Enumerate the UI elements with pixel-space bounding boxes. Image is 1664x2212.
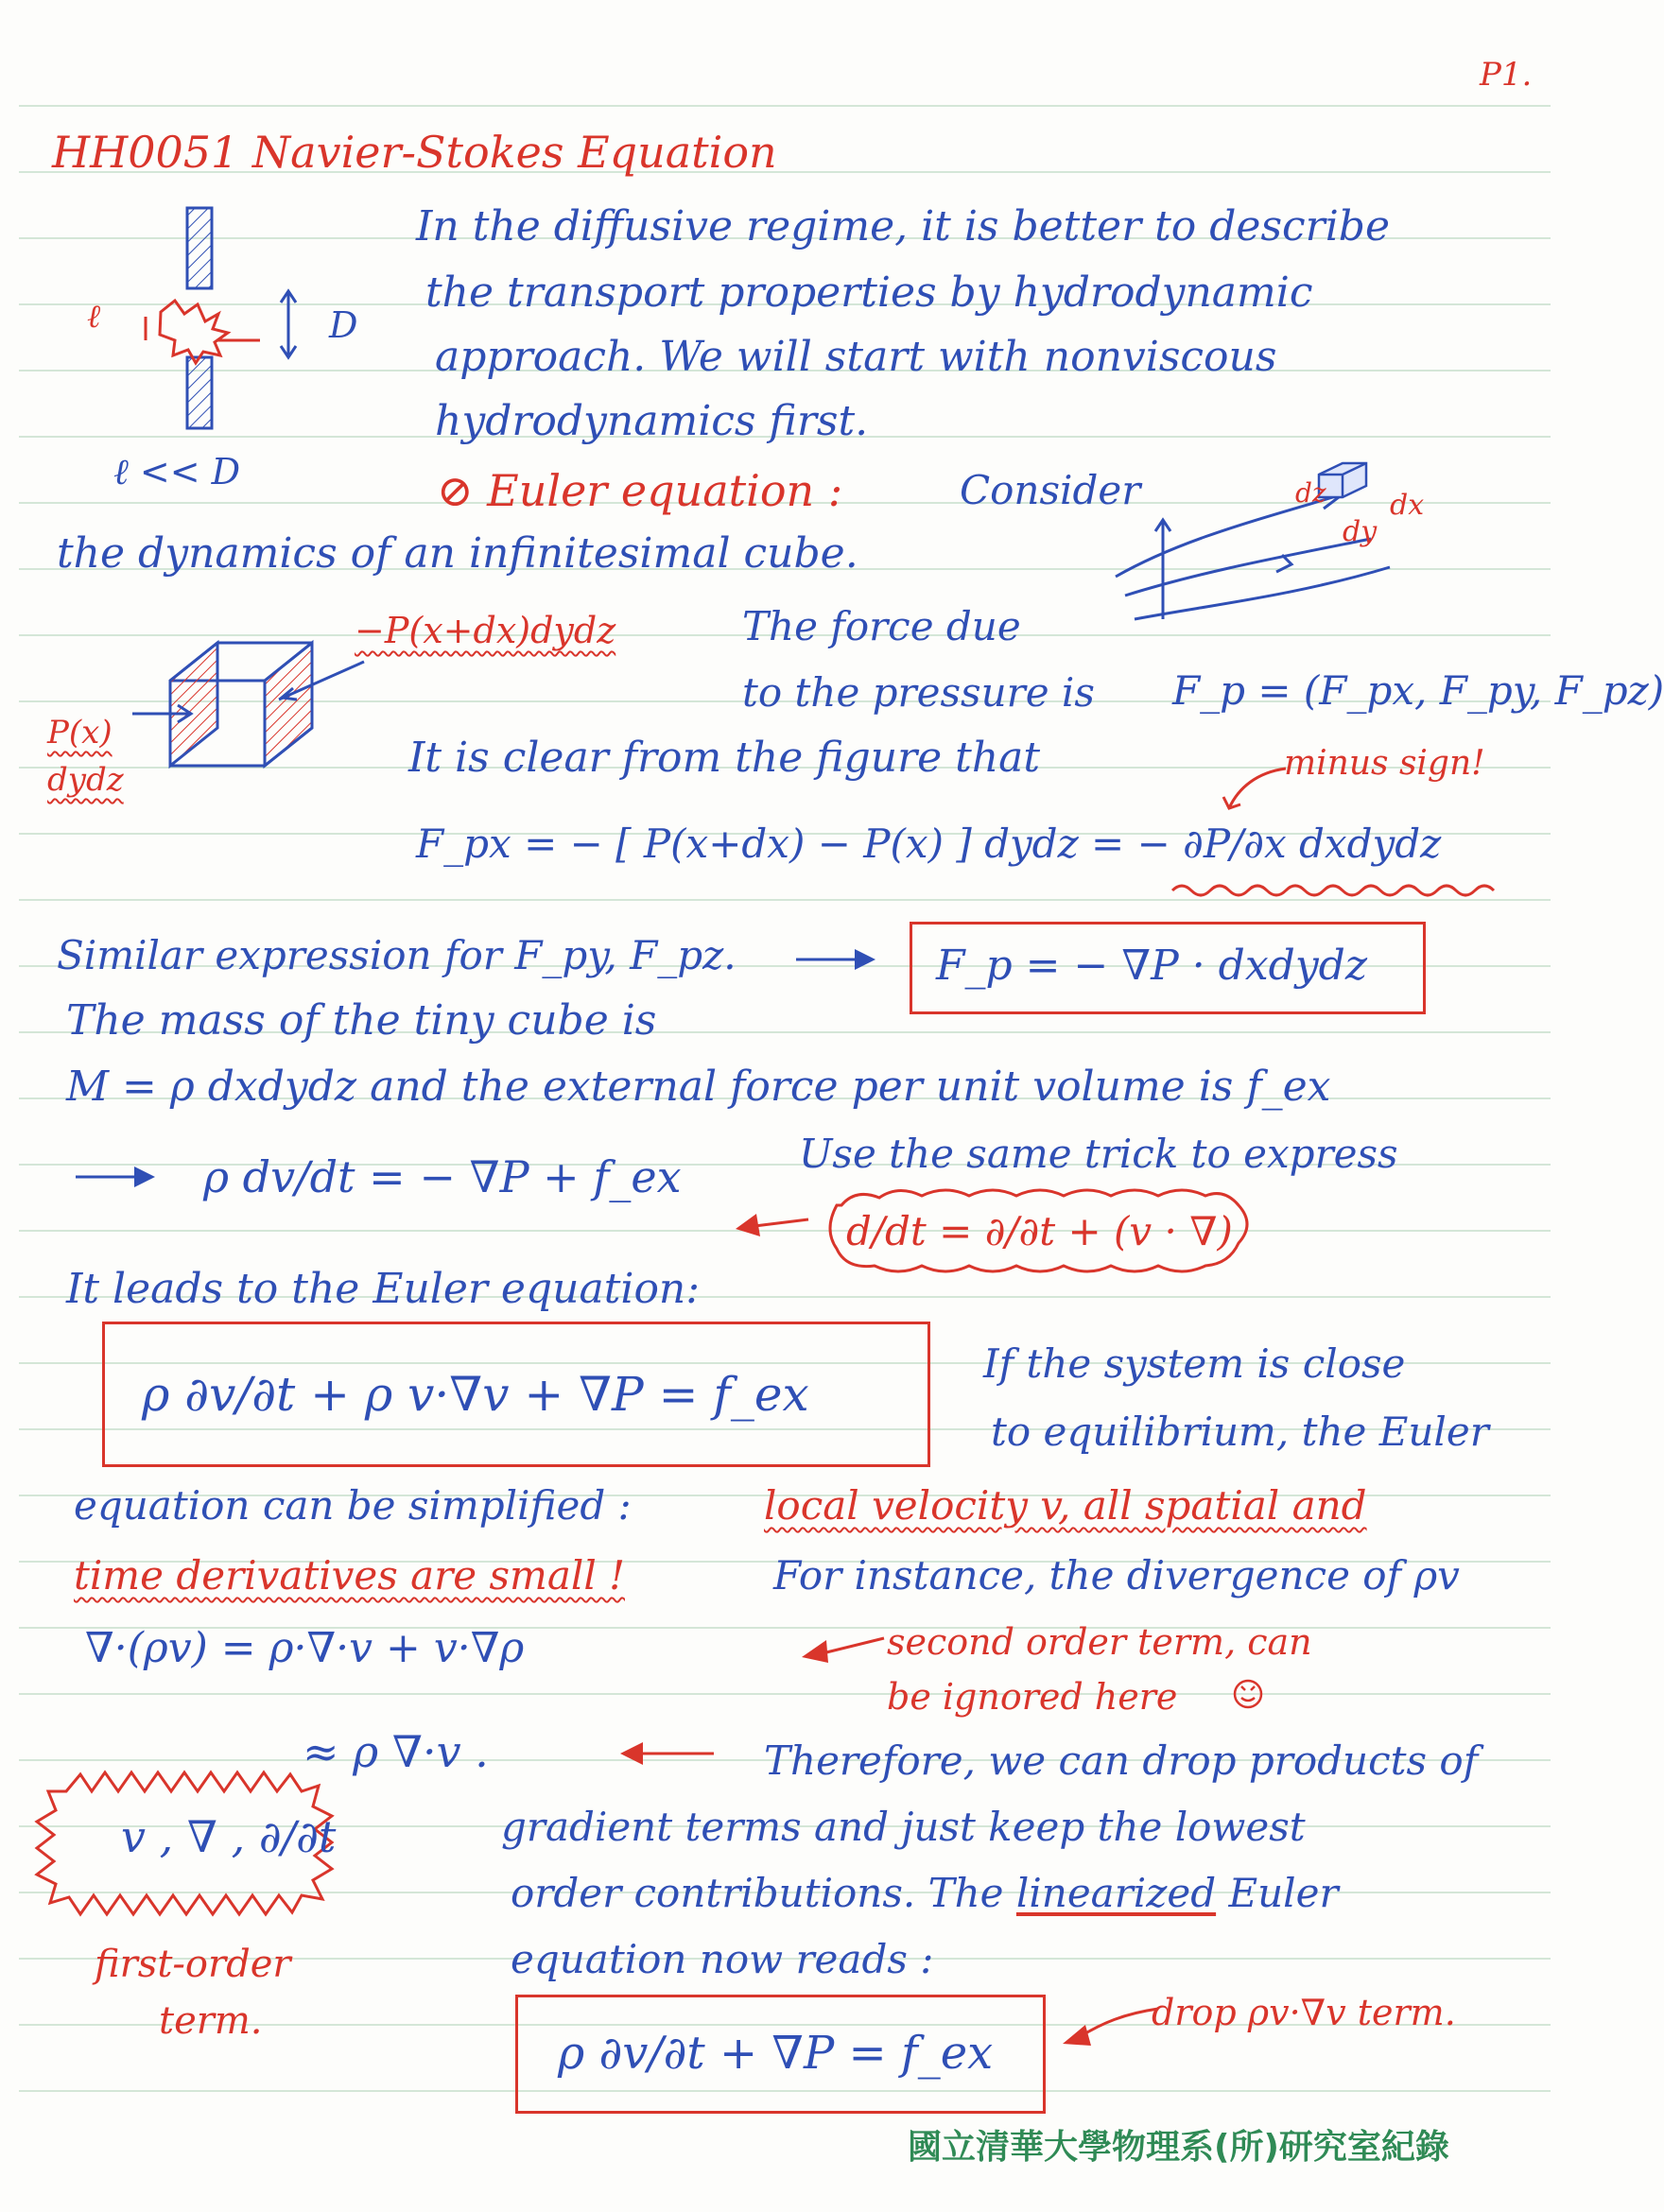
mass-text-2: M = ρ dxdydz and the external force per unit volume is f_ex	[66, 1063, 1331, 1111]
footer-label: 國立清華大學物理系(所)研究室紀錄	[908, 2128, 1449, 2167]
pressure-cube-diagram	[132, 624, 378, 794]
force-text-2: to the pressure is	[742, 669, 1095, 716]
pressure-left-label-1: P(x)	[47, 714, 113, 752]
first-order-text-1: first-order	[95, 1943, 291, 1986]
approx-equation: ≈ ρ ∇·v .	[303, 1726, 489, 1777]
arrow-to-fp-box	[796, 945, 881, 974]
leads-text: It leads to the Euler equation:	[66, 1265, 701, 1313]
fp-box-equation: F_p = − ∇P · dxdydz	[936, 942, 1368, 990]
similar-text: Similar expression for F_py, F_pz.	[57, 932, 737, 978]
equilibrium-text-2: to equilibrium, the Euler	[991, 1408, 1489, 1455]
burst-text: v , ∇ , ∂/∂t	[121, 1811, 337, 1862]
axis-dx: dx	[1390, 489, 1425, 522]
time-derivatives-text: time derivatives are small !	[74, 1552, 625, 1599]
minus-sign-note: minus sign!	[1284, 744, 1485, 783]
therefore-text-2: gradient terms and just keep the lowest	[501, 1804, 1306, 1850]
intro-line-1: In the diffusive regime, it is better to describe	[416, 202, 1390, 251]
intro-line-3: approach. We will start with nonviscous	[435, 333, 1277, 381]
drop-term-note: drop ρv·∇v term.	[1152, 1992, 1456, 2033]
second-order-text-2: be ignored here	[887, 1676, 1178, 1718]
arrow-to-trick	[728, 1201, 813, 1238]
therefore-text-4: equation now reads :	[511, 1936, 934, 1982]
therefore-text-3a: order contributions. The	[511, 1870, 1004, 1916]
second-order-text-1: second order term, can	[887, 1621, 1312, 1663]
force-vector: F_p = (F_px, F_py, F_pz)	[1172, 667, 1664, 714]
minus-sign-arrow	[1220, 761, 1295, 818]
l-much-less-d: ℓ << D	[113, 451, 241, 493]
euler-box-equation: ρ ∂v/∂t + ρ v·∇v + ∇P = f_ex	[142, 1367, 809, 1422]
arrow-therefore	[615, 1739, 719, 1768]
fpx-wavy-underline	[1172, 881, 1503, 900]
momentum-equation: ρ dv/dt = − ∇P + f_ex	[203, 1151, 682, 1202]
arrow-momentum	[76, 1163, 161, 1191]
consider-text: Consider	[960, 467, 1141, 513]
page-title: HH0051 Navier-Stokes Equation	[52, 127, 777, 178]
trick-text: Use the same trick to express	[799, 1131, 1398, 1177]
axis-dz: dz	[1295, 477, 1326, 509]
mass-text-1: The mass of the tiny cube is	[66, 996, 657, 1045]
linearized-word: linearized	[1015, 1870, 1217, 1916]
axis-dy: dy	[1343, 515, 1378, 548]
clear-text: It is clear from the figure that	[408, 734, 1041, 782]
arrow-second-order	[794, 1631, 889, 1668]
d-label: D	[329, 304, 358, 346]
smiley-icon	[1229, 1673, 1267, 1711]
therefore-text-1: Therefore, we can drop products of	[764, 1737, 1479, 1784]
therefore-text-3c: Euler	[1228, 1870, 1339, 1916]
consider-continued: the dynamics of an infinitesimal cube.	[57, 529, 858, 578]
fpx-equation: F_px = − [ P(x+dx) − P(x) ] dydz = − ∂P/∂x dxdydz	[416, 821, 1442, 867]
l-label: ℓ	[87, 298, 101, 336]
instance-text: For instance, the divergence of ρv	[773, 1552, 1460, 1599]
force-text-1: The force due	[742, 603, 1021, 649]
first-order-text-2: term.	[159, 1999, 263, 2043]
divergence-equation: ∇·(ρv) = ρ·∇·v + v·∇ρ	[85, 1624, 525, 1672]
equilibrium-text-1: If the system is close	[983, 1340, 1406, 1387]
intro-line-2: the transport properties by hydrodynamic	[425, 268, 1313, 317]
simplified-red-text: local velocity v, all spatial and	[764, 1482, 1367, 1529]
pressure-right-label: −P(x+dx)dydz	[355, 610, 616, 651]
page-number: P1.	[1480, 56, 1533, 94]
linearized-box-equation: ρ ∂v/∂t + ∇P = f_ex	[558, 2027, 994, 2080]
simplified-text: equation can be simplified :	[74, 1482, 632, 1529]
therefore-text-3	[511, 1870, 1339, 1916]
arrow-drop-term	[1059, 2004, 1163, 2051]
intro-line-4: hydrodynamics first.	[435, 397, 869, 445]
trick-equation: d/dt = ∂/∂t + (v · ∇)	[846, 1208, 1233, 1254]
pressure-left-label-2: dydz	[47, 761, 124, 799]
euler-heading: ⊘ Euler equation :	[437, 465, 843, 516]
